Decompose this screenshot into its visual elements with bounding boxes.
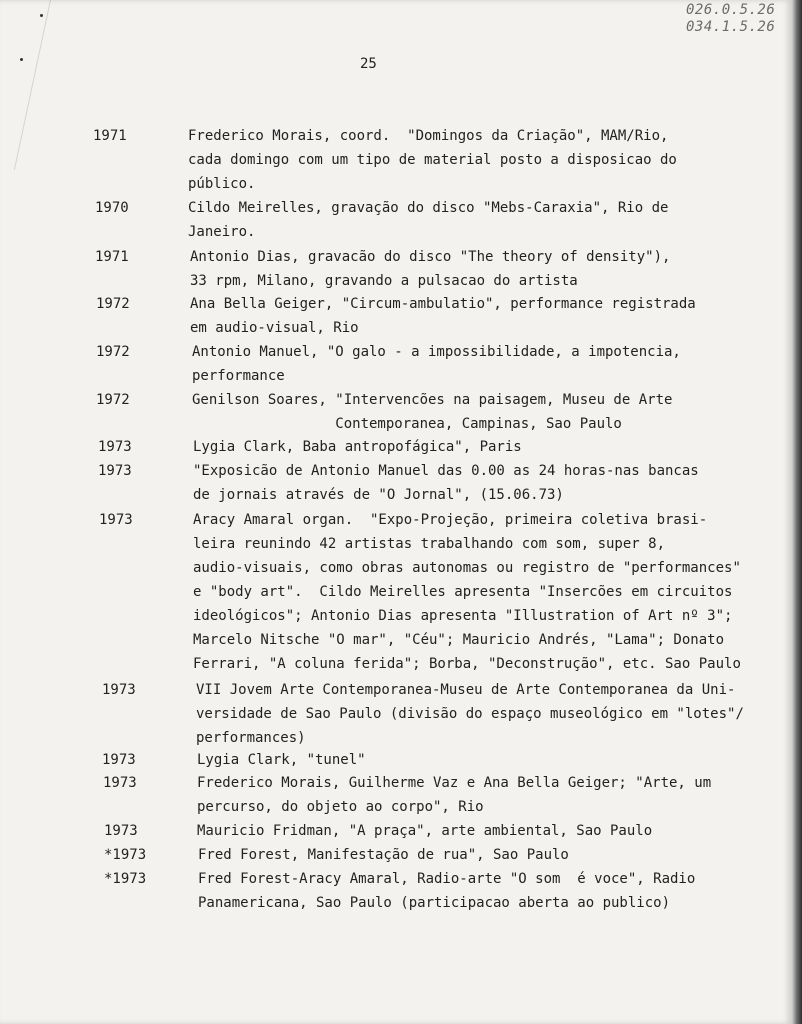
entry-line: Fred Forest-Aracy Amaral, Radio-arte "O som é voce", Radio <box>198 871 696 887</box>
entry-year: 1973 <box>103 775 137 791</box>
entry-line: 33 rpm, Milano, gravando a pulsacao do artista <box>190 273 578 289</box>
entry-line: Genilson Soares, "Intervencões na paisagem, Museu de Arte <box>192 392 673 408</box>
speck <box>40 14 43 17</box>
entry-text <box>192 340 681 388</box>
entry-line: leira reunindo 42 artistas trabalhando com som, super 8, <box>193 536 666 552</box>
entry-year: 1970 <box>95 200 129 216</box>
entry-line: Frederico Morais, Guilherme Vaz e Ana Bella Geiger; "Arte, um <box>197 775 712 791</box>
entry-year: 1972 <box>96 296 130 312</box>
entry-line: performances) <box>196 730 306 746</box>
entry-text <box>193 435 522 459</box>
entry-line: Mauricio Fridman, "A praça", arte ambiental, Sao Paulo <box>197 823 653 839</box>
ref-number: 026.0.5.26 <box>686 2 776 18</box>
entry-year: *1973 <box>104 847 147 863</box>
entry-line: versidade de Sao Paulo (divisão do espaço museológico em "lotes"/ <box>196 706 744 722</box>
entry-line: Frederico Morais, coord. "Domingos da Criação", MAM/Rio, <box>188 128 669 144</box>
entry-text <box>190 245 670 293</box>
entry-text <box>188 196 668 244</box>
entry-line: Janeiro. <box>188 224 256 240</box>
entry-line: percurso, do objeto ao corpo", Rio <box>197 799 484 815</box>
entry-text <box>196 678 744 750</box>
entry-line: Antonio Manuel, "O galo - a impossibilidade, a impotencia, <box>192 344 681 360</box>
entry-year: 1972 <box>96 392 130 408</box>
entry-line: Contemporanea, Campinas, Sao Paulo <box>192 416 622 432</box>
entry-line: em audio-visual, Rio <box>190 320 359 336</box>
ref-number: 034.1.5.26 <box>686 19 776 35</box>
entry-line: Fred Forest, Manifestação de rua", Sao Paulo <box>198 847 569 863</box>
entry-line: "Exposicão de Antonio Manuel das 0.00 as 24 horas-nas bancas <box>193 463 699 479</box>
entry-line: e "body art". Cildo Meirelles apresenta "Insercões em circuitos <box>193 584 733 600</box>
entry-year: 1973 <box>104 823 138 839</box>
entry-line: audio-visuais, como obras autonomas ou registro de "performances" <box>193 560 741 576</box>
entry-year: *1973 <box>104 871 147 887</box>
entry-line: Marcelo Nitsche "O mar", "Céu"; Mauricio Andrés, "Lama"; Donato <box>193 632 725 648</box>
entry-text <box>193 459 699 507</box>
speck <box>20 58 23 61</box>
entry-year: 1973 <box>98 439 132 455</box>
entry-line: de jornais através de "O Jornal", (15.06.73) <box>193 487 564 503</box>
entry-line: Antonio Dias, gravacão do disco "The theory of density"), <box>190 249 671 265</box>
page-edge-shadow <box>792 0 802 1024</box>
entry-text <box>190 292 696 340</box>
entry-text <box>193 508 741 676</box>
entry-text <box>197 748 366 772</box>
entry-year: 1973 <box>102 752 136 768</box>
entry-line: cada domingo com um tipo de material posto a disposicao do <box>188 152 677 168</box>
page-number: 25 <box>360 56 377 72</box>
paper-fold <box>0 0 51 170</box>
entry-line: Panamericana, Sao Paulo (participacao aberta ao publico) <box>198 895 671 911</box>
entry-text <box>198 843 569 867</box>
entry-year: 1972 <box>96 344 130 360</box>
entry-year: 1973 <box>99 512 133 528</box>
entry-year: 1973 <box>98 463 132 479</box>
entry-line: público. <box>188 176 256 192</box>
entry-text <box>192 388 672 436</box>
entry-line: Lygia Clark, Baba antropofágica", Paris <box>193 439 522 455</box>
entry-line: Ana Bella Geiger, "Circum-ambulatio", performance registrada <box>190 296 696 312</box>
entry-year: 1971 <box>95 249 129 265</box>
entry-year: 1973 <box>102 682 136 698</box>
entry-line: performance <box>192 368 285 384</box>
entry-text <box>197 771 711 819</box>
entry-line: Cildo Meirelles, gravação do disco "Mebs-Caraxia", Rio de <box>188 200 669 216</box>
entry-year: 1971 <box>93 128 127 144</box>
entry-line: Ferrari, "A coluna ferida"; Borba, "Deconstrução", etc. Sao Paulo <box>193 656 741 672</box>
entry-line: Lygia Clark, "tunel" <box>197 752 366 768</box>
entry-text <box>197 819 652 843</box>
entry-line: VII Jovem Arte Contemporanea-Museu de Arte Contemporanea da Uni- <box>196 682 736 698</box>
entry-text <box>188 124 677 196</box>
entry-text <box>198 867 695 915</box>
entry-line: Aracy Amaral organ. "Expo-Projeção, primeira coletiva brasi- <box>193 512 708 528</box>
entry-line: ideológicos"; Antonio Dias apresenta "Illustration of Art nº 3"; <box>193 608 733 624</box>
reference-numbers <box>686 2 775 36</box>
